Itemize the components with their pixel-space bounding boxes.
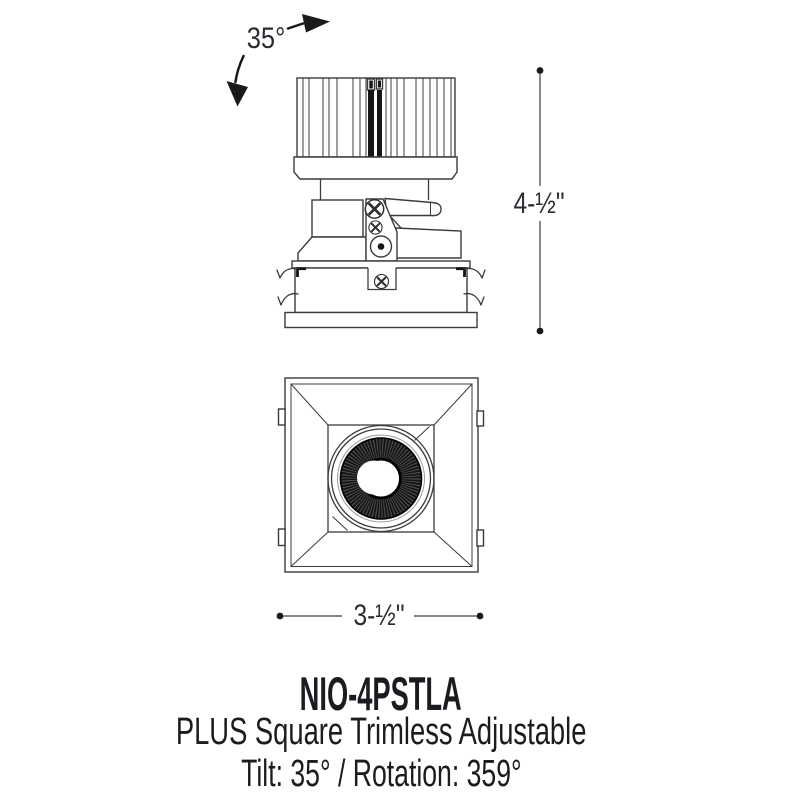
width-dimension-label: 3-½" xyxy=(353,597,405,632)
mounting-tab xyxy=(477,411,484,426)
mounting-tab xyxy=(477,530,484,546)
width-dimension xyxy=(277,598,484,632)
pivot-pin xyxy=(371,236,392,257)
lens-opening xyxy=(357,461,391,495)
mounting-tab xyxy=(279,529,286,546)
tilt-angle-label: 35° xyxy=(246,21,286,55)
product-name-text: PLUS Square Trimless Adjustable xyxy=(175,711,587,753)
baffle xyxy=(341,438,422,519)
neck xyxy=(321,179,429,200)
mounting-plate xyxy=(292,261,470,268)
lens-assembly xyxy=(328,426,434,532)
screw-icon xyxy=(375,275,389,289)
product-name xyxy=(0,711,762,754)
screw-icon xyxy=(365,200,383,218)
arrow-curved-down-icon xyxy=(227,56,249,107)
tilt-rotation-specs xyxy=(0,753,762,796)
trimless-flange xyxy=(285,313,477,328)
front-view xyxy=(279,378,484,572)
arrow-right-icon xyxy=(288,14,330,33)
heatsink xyxy=(297,78,455,157)
model-number-text: NIO-4PSTLA xyxy=(299,667,463,720)
mounting-tab xyxy=(279,409,286,425)
side-view xyxy=(277,78,485,328)
height-dimension-label: 4-½" xyxy=(513,185,565,220)
recessed-can xyxy=(295,267,467,313)
screw-icon xyxy=(369,221,382,234)
tilt-rotation-specs-text: Tilt: 35° / Rotation: 359° xyxy=(240,753,522,795)
height-dimension xyxy=(513,67,564,334)
tilt-yoke xyxy=(298,199,461,262)
heatsink-collar xyxy=(294,157,457,179)
